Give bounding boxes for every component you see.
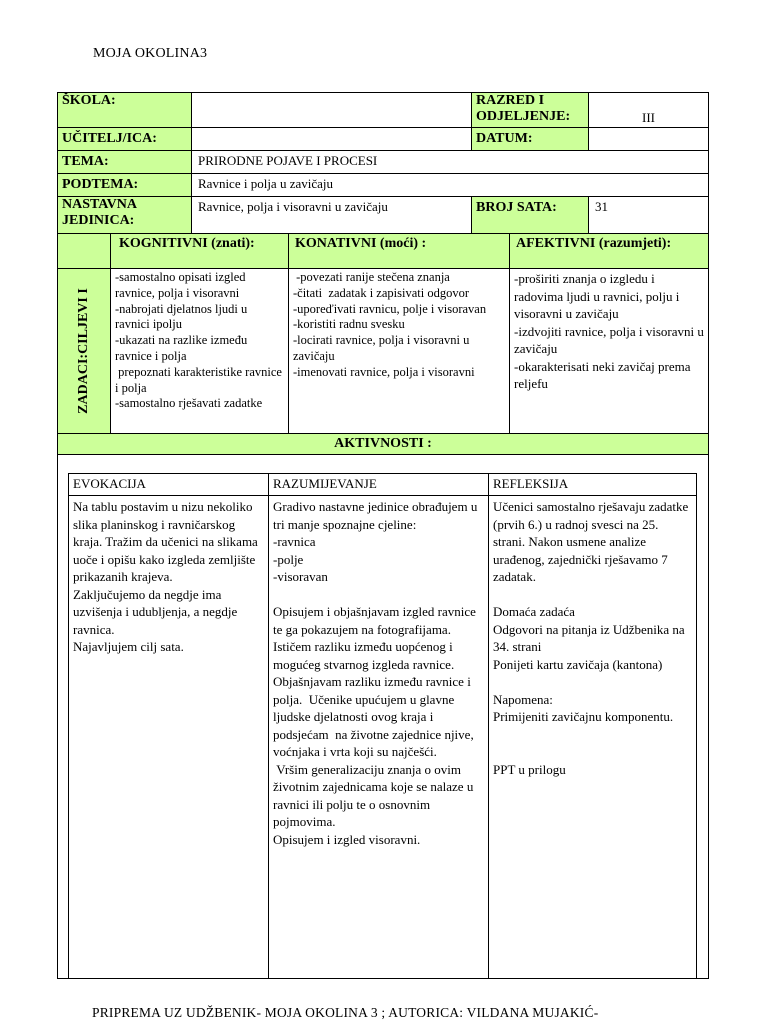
evokacija-header: EVOKACIJA (68, 473, 269, 496)
podtema-value: Ravnice i polja u zavičaju (191, 173, 709, 197)
konativni-text: -povezati ranije stečena znanja -čitati zadatak i zapisivati odgovor -uporeďivati ravnicu, polje i visoravan -koristiti radnu svesku -locirati ravnice, polja i visoravni u zavičaju -imenovati ravnice, polja i visoravni (288, 268, 510, 434)
razred-value (588, 92, 709, 128)
kognitivni-header: KOGNITIVNI (znati): (110, 233, 289, 269)
afektivni-text: -proširiti znanja o izgledu i radovima ljudi u ravnici, polju i visoravni u zavičaju -izdvojiti ravnice, polja i visoravni u zavičaju -okarakterisati neki zavičaj prema reljefu (509, 268, 709, 434)
goals-side-label (57, 268, 111, 434)
skola-label (57, 92, 192, 128)
tema-value: PRIRODNE POJAVE I PROCESI (191, 150, 709, 174)
datum-value (588, 127, 709, 151)
razred-value-text: III (642, 110, 655, 125)
activities-title-bar (57, 433, 709, 455)
jedinica-value: Ravnice, polja i visoravni u zavičaju (191, 196, 472, 234)
skola-label-text: ŠKOLA: (62, 93, 116, 108)
konativni-header: KONATIVNI (moći) : (288, 233, 510, 269)
footer-text: PRIPREMA UZ UDŽBENIK- MOJA OKOLINA 3 ; AUTORICA: VILDANA MUJAKIĆ- (92, 1005, 599, 1020)
skola-value (191, 92, 472, 128)
datum-label: DATUM: (471, 127, 589, 151)
tema-label: TEMA: (57, 150, 192, 174)
brojsata-label: BROJ SATA: (471, 196, 589, 234)
razred-label-text: RAZRED I ODJELJENJE: (476, 93, 571, 124)
razumijevanje-header: RAZUMIJEVANJE (268, 473, 489, 496)
razred-label (471, 92, 589, 128)
document-title: MOJA OKOLINA3 (93, 46, 208, 61)
podtema-label: PODTEMA: (57, 173, 192, 197)
refleksija-header: REFLEKSIJA (488, 473, 697, 496)
ucitelj-value (191, 127, 472, 151)
jedinica-label-text: NASTAVNA JEDINICA: (62, 197, 137, 228)
evokacija-text: Na tablu postavim u nizu nekoliko slika planinskog i ravničarskog kraja. Tražim da učenici na slikama uoče i opišu kako izgleda zemljište prikazanih krajeva. Zaključujemo da negdje ima uzvišenja i udubljenja, a negdje ravnica. Najavljujem cilj sata. (68, 495, 269, 979)
jedinica-label (57, 196, 192, 234)
brojsata-value: 31 (588, 196, 709, 234)
kognitivni-text: -samostalno opisati izgled ravnice, polja i visoravni -nabrojati djelatnos ljudi u ravnici ipolju -ukazati na razlike između ravnice i polja prepoznati karakteristike ravnice i polja -samostalno rješavati zadatke (110, 268, 289, 434)
goals-corner (57, 233, 111, 269)
razumijevanje-text: Gradivo nastavne jedinice obrađujem u tri manje spoznajne cjeline: -ravnica -polje -visoravan Opisujem i objašnjavam izgled ravnice te ga pokazujem na fotografijama. Ističem razliku između uopćenog i mogućeg stvarnog izgleda ravnice. Objašnjavam razliku između ravnice i polja. Učenike upućujem u glavne ljudske djelatnosti ovog kraja i podsjećam na životne zajednice njive, voćnjaka i vrta koji su najčešći. Vršim generalizaciju znanja o ovim životnim zajednicama koje se nalaze u ravnici ili polju te o osnovnim pojmovima. Opisujem i izgled visoravni. (268, 495, 489, 979)
refleksija-text: Učenici samostalno rješavaju zadatke (prvih 6.) u radnoj svesci na 25. strani. Nakon usmene analize urađenog, zajednički rješavamo 7 zadatak. Domaća zadaća Odgovori na pitanja iz Udžbenika na 34. strani Ponijeti kartu zavičaja (kantona) Napomena: Primijeniti zavičajnu komponentu. PPT u prilogu (488, 495, 697, 979)
ucitelj-label: UČITELJ/ICA: (57, 127, 192, 151)
afektivni-header: AFEKTIVNI (razumjeti): (509, 233, 709, 269)
activities-title: AKTIVNOSTI : (334, 436, 432, 451)
goals-side-label-text: ZADACI:CILJEVI I (76, 288, 91, 414)
